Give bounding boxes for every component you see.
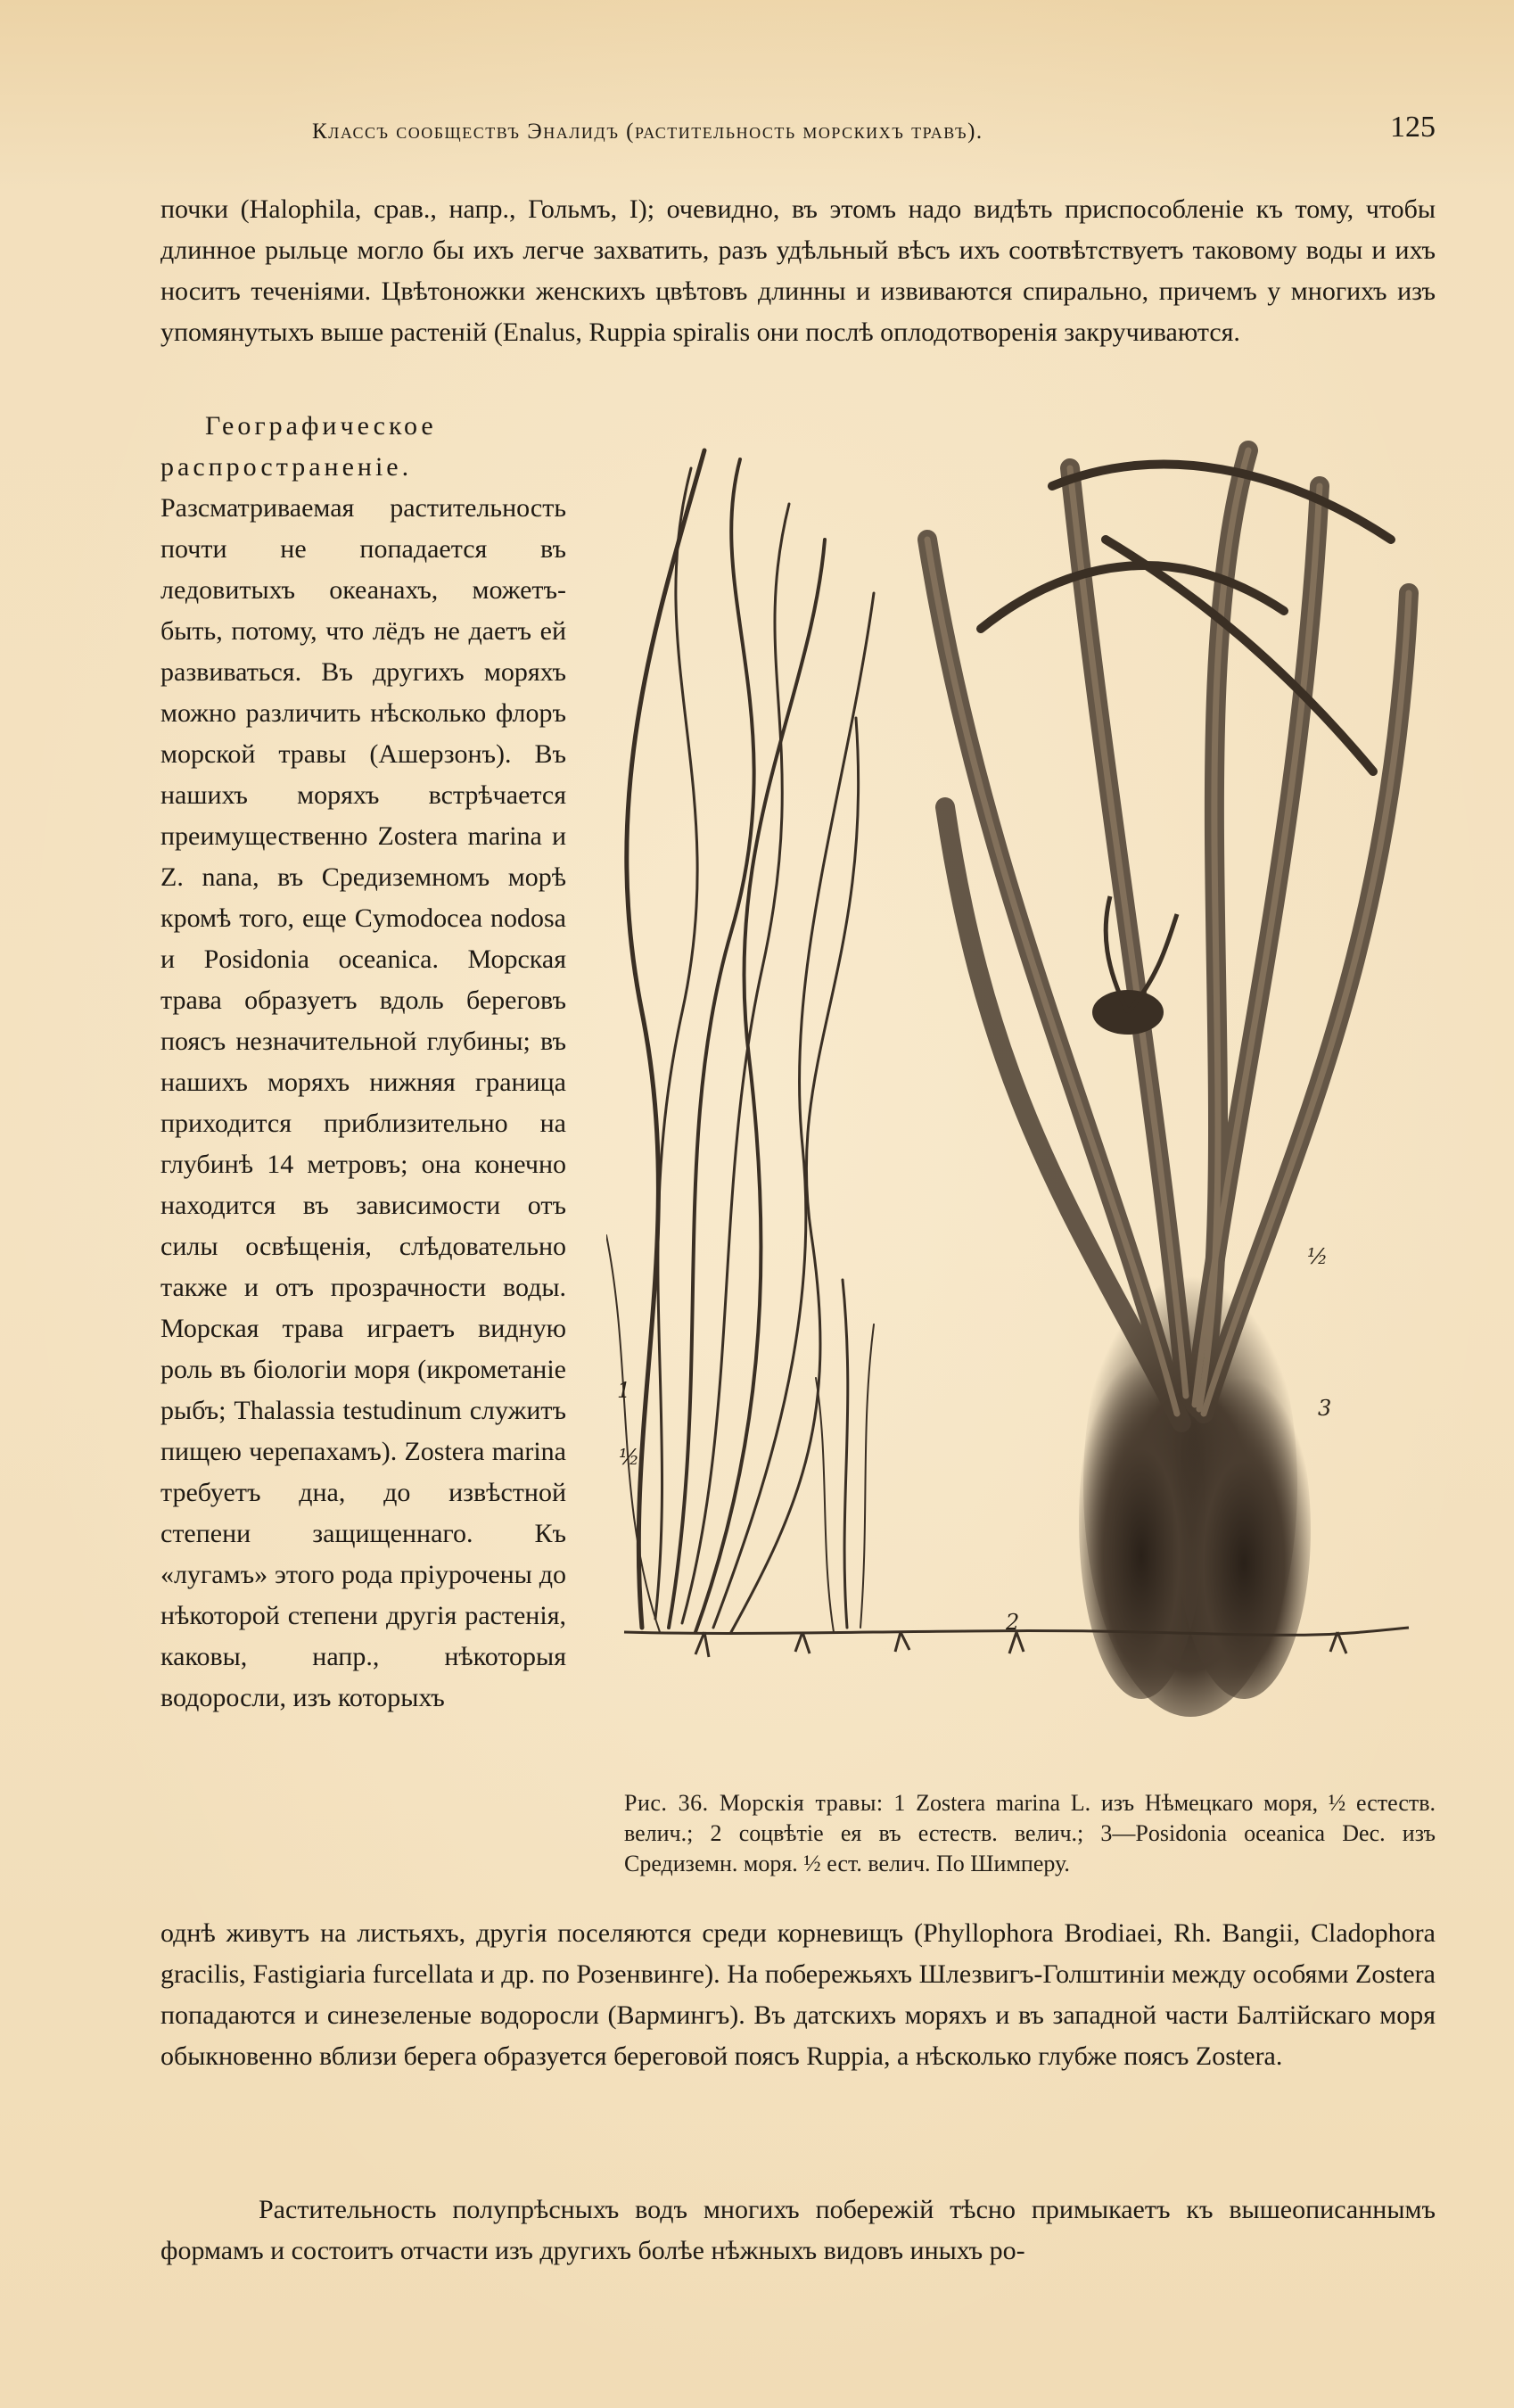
figure-label-2: 2 bbox=[1006, 1610, 1020, 1635]
figure-label-1: 1 bbox=[617, 1378, 631, 1403]
body-paragraph-3: однѣ живутъ на листьяхъ, другія поселяются среди корневищъ (Phyllophora Brodiaei, Rh. Bangii, Cladophora gracilis, Fastigiaria furcellata и др. по Розенвинге). На побережьяхъ Шлезвигъ-Голштиніи между особями Zostera попадаются и синезеленые водоросли (Вармингъ). Въ датскихъ моряхъ и въ западной части Балтійскаго моря обыкновенно вблизи берега образуется береговой поясъ Ruppia, а нѣсколько глубже поясъ Zostera. bbox=[160, 1918, 1436, 2071]
zostera-plant-1 bbox=[606, 450, 874, 1632]
zostera-inflorescence-2 bbox=[816, 1280, 874, 1632]
body-paragraph-2-text: Разсматриваемая растительность почти не попадается въ ледовитыхъ океанахъ, можетъ-быть, потому, что лёдъ не даетъ ей развиваться. Въ другихъ моряхъ можно различить нѣсколько флоръ морской травы (Ашерзонъ). Въ нашихъ моряхъ встрѣчается преимущественно Zostera marina и Z. nana, въ Средиземномъ морѣ кромѣ того, еще Cymodocea nodosa и Posidonia oceanica. Морская трава образуетъ вдоль береговъ поясъ незначительной глубины; въ нашихъ моряхъ нижняя граница приходится приблизительно на глубинѣ 14 метровъ; она конечно находится въ зависимости отъ силы освѣщенія, слѣдовательно также и отъ прозрачности воды. Морская трава играетъ видную роль въ біологіи моря (икрометаніе рыбъ; Thalassia testudinum служитъ пищею черепахамъ). Zostera marina требуетъ дна, до извѣстной степени защищеннаго. Къ «лугамъ» этого рода пріурочены до нѣкоторой степени другія растенія, каковы, напр., нѣкоторыя водоросли, изъ которыхъ bbox=[160, 493, 566, 1712]
seagrass-engraving bbox=[606, 433, 1436, 1779]
caption-text: 1 Zostera marina L. изъ Нѣмецкаго моря, ½ естеств. велич.; 2 соцвѣтіе ея въ естеств. велич.; 3—Posidonia oceanica Dec. изъ Средиземн. моря. ½ ест. велич. По Шимперу. bbox=[624, 1790, 1436, 1876]
figure-label-1-scale: ½ bbox=[619, 1445, 640, 1470]
caption-lead: Рис. 36. Морскія травы: bbox=[624, 1790, 884, 1816]
figure-label-3-scale: ½ bbox=[1307, 1244, 1329, 1269]
page-number: 125 bbox=[1390, 111, 1436, 144]
figure-label-3: 3 bbox=[1318, 1396, 1332, 1421]
section-heading-geography: Географическое распространеніе. bbox=[160, 411, 437, 482]
posidonia-plant-3 bbox=[927, 450, 1409, 1717]
seagrass-illustration bbox=[606, 433, 1436, 1779]
page-header bbox=[178, 107, 1436, 161]
running-head: Классъ сообществъ Эналидъ (растительность морскихъ травъ). bbox=[312, 120, 983, 144]
body-paragraph-1: почки (Halophila, срав., напр., Гольмъ, I); очевидно, въ этомъ надо видѣть приспособленіе къ тому, чтобы длинное рыльце могло бы ихъ легче захватить, разъ удѣльный вѣсъ ихъ соотвѣтствуетъ таковому воды и ихъ носитъ теченіями. Цвѣтоножки женскихъ цвѣтовъ длинны и извиваются спирально, причемъ у многихъ изъ упомянутыхъ выше растеній (Enalus, Ruppia spiralis они послѣ оплодотворенія закручиваются. bbox=[160, 194, 1436, 347]
figure-caption bbox=[624, 1788, 1436, 1909]
body-paragraph-4: Растительность полупрѣсныхъ водъ многихъ побережій тѣсно примыкаетъ къ вышеописаннымъ формамъ и состоитъ отчасти изъ другихъ болѣе нѣжныхъ видовъ иныхъ ро- bbox=[160, 2195, 1436, 2265]
body-paragraph-2 bbox=[160, 406, 566, 1913]
